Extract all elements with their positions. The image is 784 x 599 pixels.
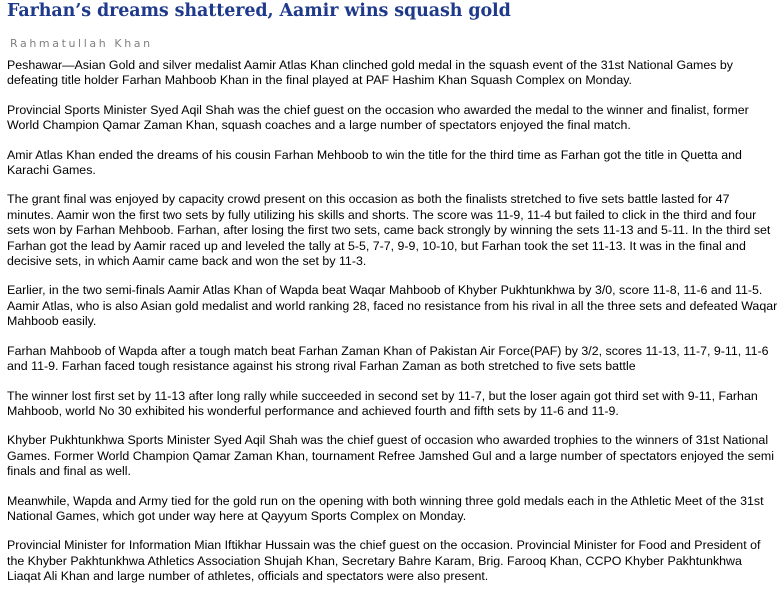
article-headline: Farhan’s dreams shattered, Aamir wins squash gold — [7, 1, 511, 21]
article-paragraph: Peshawar—Asian Gold and silver medalist Aamir Atlas Khan clinched gold medal in the squash event of the 31st National Games by defeating title holder Farhan Mahboob Khan in the final played at PAF Hashim Khan Squash Complex on Monday. — [7, 58, 733, 88]
article — [7, 0, 779, 599]
article-paragraph: Provincial Minister for Information Mian Iftikhar Hussain was the chief guest on the occasion. Provincial Minister for Food and President of the Khyber Pakhtunkhwa Athletics Association Shujah Khan, Secretary Bahre Karam, Brig. Farooq Khan, CCPO Khyber Pakhtunkhwa Liaqat Ali Khan and large number of athletes, officials and spectators were also present. — [7, 538, 761, 584]
article-byline: Rahmatullah Khan — [10, 37, 153, 50]
article-paragraph: Meanwhile, Wapda and Army tied for the gold run on the opening with both winning three gold medals each in the Athletic Meet of the 31st National Games, which got under way here at Qayyum Sports Complex on Monday. — [7, 493, 764, 523]
article-paragraph: The winner lost first set by 11-13 after long rally while succeeded in second set by 11-7, but the loser again got third set with 9-11, Farhan Mahboob, world No 30 exhibited his wonderful performance and achieved fourth and fifth sets by 11-6 and 11-9. — [7, 388, 758, 418]
article-paragraph: Khyber Pukhtunkhwa Sports Minister Syed Aqil Shah was the chief guest of occasion who awarded trophies to the winners of 31st National Games. Former World Champion Qamar Zaman Khan, tournament Refree Jamshed Gul and a large number of spectators enjoyed the semi finals and final as well. — [7, 433, 774, 479]
article-paragraph: The grant final was enjoyed by capacity crowd present on this occasion as both the finalists stretched to five sets battle lasted for 47 minutes. Aamir won the first two sets by fully utilizing his skills and shorts. The score was 11-9, 11-4 but failed to click in the third and four sets won by Farhan Mehboob. Farhan, after losing the first two sets, came back strongly by winning the sets 11-13 and 5-11. In the third set Farhan got the lead by Aamir raced up and leveled the tally at 5-5, 7-7, 9-9, 10-10, but Farhan took the set 11-13. It was in the final and decisive sets, in which Aamir came back and won the set by 11-3. — [7, 192, 771, 269]
article-paragraph: Provincial Sports Minister Syed Aqil Shah was the chief guest on the occasion who awarded the medal to the winner and finalist, former World Champion Qamar Zaman Khan, squash coaches and a large number of spectators enjoyed the final match. — [7, 102, 749, 133]
article-paragraph: Amir Atlas Khan ended the dreams of his cousin Farhan Mehboob to win the title for the third time as Farhan got the title in Quetta and Karachi Games. — [7, 147, 742, 178]
article-paragraph: Farhan Mahboob of Wapda after a tough match beat Farhan Zaman Khan of Pakistan Air Force(PAF) by 3/2, scores 11-13, 11-7, 9-11, 11-6 and 11-9. Farhan faced tough resistance against his strong rival Farhan Zaman as both stretched to five sets battle — [7, 343, 769, 374]
article-paragraph: Earlier, in the two semi-finals Aamir Atlas Khan of Wapda beat Waqar Mahboob of Khyber Pukhtunkhwa by 3/0, score 11-8, 11-6 and 11-5. Aamir Atlas, who is also Asian gold medalist and world ranking 28, faced no resistance from his rival in all the three sets and defeated Waqar Mahboob easily. — [7, 283, 778, 329]
article-body — [7, 58, 779, 585]
